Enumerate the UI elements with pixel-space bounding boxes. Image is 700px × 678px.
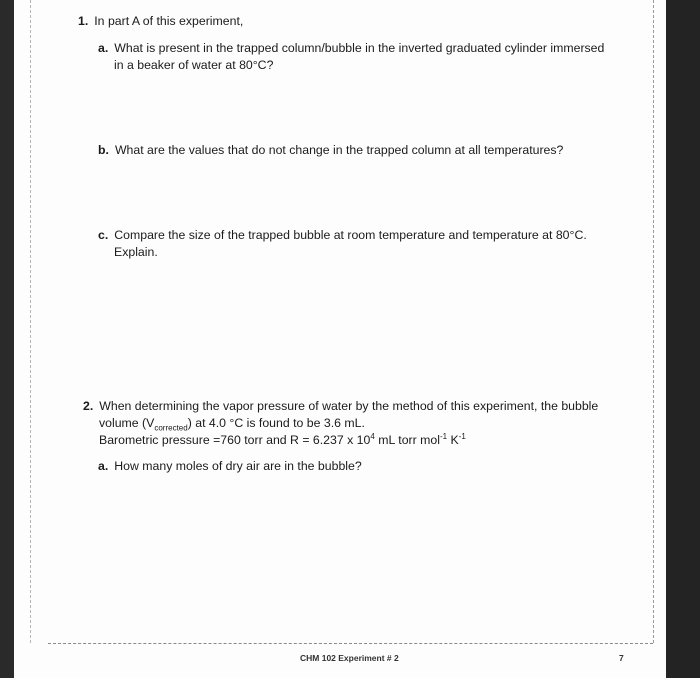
page-border-left — [30, 0, 31, 643]
kelvin-exponent: -1 — [458, 431, 466, 441]
page-border-right — [653, 0, 654, 643]
question-2 — [83, 398, 631, 449]
question-text-line2 — [83, 415, 631, 432]
volume-value: ) at 4.0 °C is found to be 3.6 mL. — [187, 416, 365, 430]
kelvin-unit: K — [447, 433, 459, 447]
subquestion-text-line2: in a beaker of water at 80°C? — [114, 58, 274, 72]
question-text-line3 — [83, 432, 631, 449]
subquestion-text-line1: Compare the size of the trapped bubble at room temperature and temperature at 80°C. — [114, 228, 587, 242]
question-text: In part A of this experiment, — [94, 14, 244, 28]
question-2a — [98, 458, 638, 475]
page-number: 7 — [619, 653, 624, 663]
question-number: 1. — [78, 14, 89, 28]
subquestion-letter: a. — [98, 41, 109, 55]
question-1a — [98, 40, 638, 74]
question-1 — [78, 13, 243, 30]
footer-label: CHM 102 Experiment # 2 — [300, 653, 399, 663]
right-dark-edge — [666, 0, 700, 678]
subquestion-text: What are the values that do not change in the trapped column at all temperatures? — [114, 143, 564, 157]
question-text-line1: When determining the vapor pressure of water by the method of this experiment, the bubble — [99, 399, 599, 413]
question-number: 2. — [83, 399, 94, 413]
document-page — [14, 0, 666, 678]
r-units: mL torr mol — [374, 433, 440, 447]
volume-label: volume (V — [99, 416, 155, 430]
volume-subscript: corrected — [154, 423, 188, 433]
subquestion-text-line2: Explain. — [114, 245, 158, 259]
pressure-and-r-text: Barometric pressure =760 torr and R = 6.237 x 10 — [99, 433, 371, 447]
subquestion-text-line1: What is present in the trapped column/bubble in the inverted graduated cylinder immersed — [114, 41, 605, 55]
question-1c — [98, 227, 638, 261]
question-1b — [98, 142, 638, 159]
footer-divider — [48, 643, 653, 644]
mol-exponent: -1 — [439, 431, 448, 441]
subquestion-letter: b. — [98, 143, 109, 157]
left-dark-edge — [0, 0, 14, 678]
subquestion-text: How many moles of dry air are in the bubble? — [114, 459, 362, 473]
subquestion-letter: a. — [98, 459, 109, 473]
subquestion-letter: c. — [98, 228, 109, 242]
r-exponent: 4 — [370, 431, 375, 441]
